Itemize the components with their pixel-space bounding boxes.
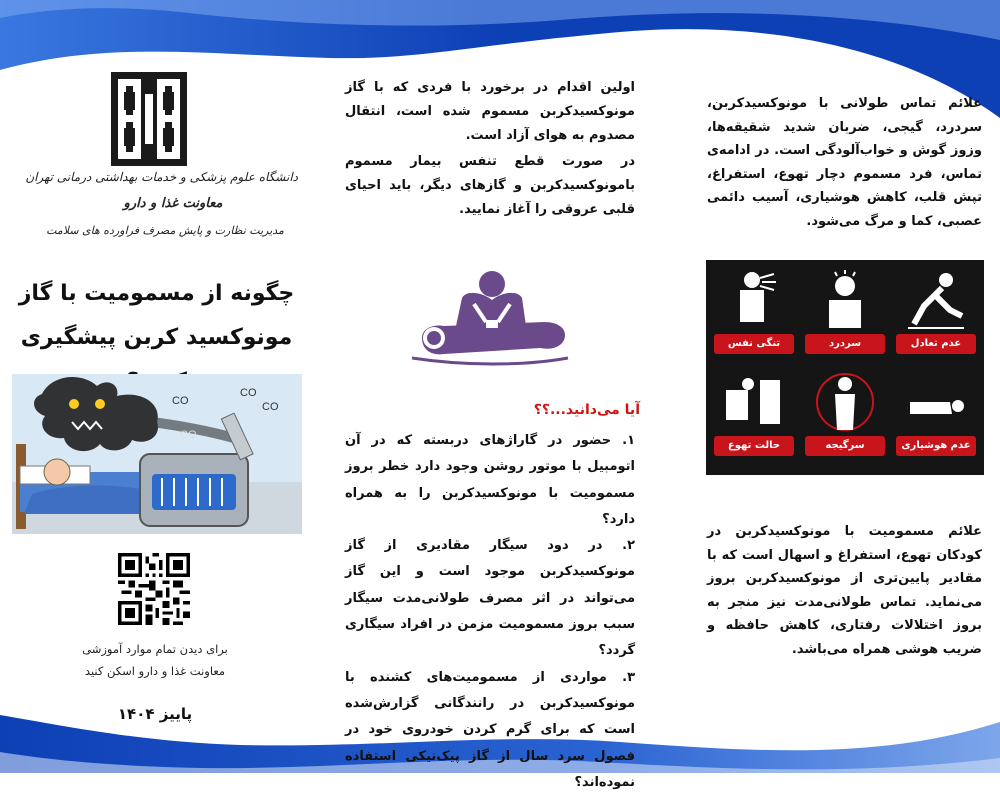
symptom-tile [805, 372, 885, 462]
first-aid-paragraph-1: اولین اقدام در برخورد با فردی که با گاز مونوکسیدکربن مسموم شده است، انتقال مصدوم به هوای آزاد است. [345, 80, 635, 143]
unconscious-icon [906, 372, 966, 434]
headache-icon [815, 270, 875, 332]
fact-2: ۲. در دود سیگار مقادیری از گاز مونوکسیدکربن موجود است و این گاز می‌تواند در اثر مصرف طولانی‌مدت سیگار سبب بروز مسمومیت مزمن در افراد سیگاری گردد؟ [345, 538, 635, 659]
symptom-tile [714, 270, 794, 360]
did-you-know-title: آیا می‌دانید...؟؟ [533, 402, 640, 418]
university-name: دانشگاه علوم پزشکی و خدمات بهداشتی درمانی تهران [25, 170, 298, 184]
deputy-name: معاونت غذا و دارو [123, 196, 223, 211]
co-poisoning-cartoon [12, 374, 302, 534]
dizziness-icon [815, 372, 875, 434]
fact-3: ۳. مواردی از مسمومیت‌های کشنده با مونوکسیدکربن در رانندگانی گزارش‌شده است که برای گرم کردن خودروی خود در فصول سرد سال از گاز پیک‌نیکی استفاده نموده‌اند؟ [345, 669, 635, 790]
symptom-label: حالت تهوع [714, 436, 794, 456]
nausea-icon [724, 372, 784, 434]
fact-1: ۱. حضور در گاراژهای دربسته که در آن اتومبیل با موتور روشن وجود دارد خطر بروز مسمومیت با مونوکسیدکربن را به همراه دارد؟ [345, 433, 635, 527]
symptom-tile [805, 270, 885, 360]
co-label: CO [262, 401, 279, 413]
first-aid-paragraph-2: در صورت قطع تنفس بیمار مسموم بامونوکسیدکربن و گازهای دیگر، باید احیای قلبی عروقی را آغاز نمایید. [345, 154, 635, 217]
symptom-label: سرگیجه [805, 436, 885, 456]
university-logo [111, 72, 187, 166]
did-you-know-facts [345, 428, 635, 796]
title-line-2: مونوکسید کربن پیشگیری [20, 325, 293, 350]
symptom-tile [896, 270, 976, 360]
qr-code[interactable] [118, 553, 190, 625]
symptom-label: عدم تعادل [896, 334, 976, 354]
children-symptoms-paragraph: علائم مسمومیت با مونوکسیدکربن در کودکان تهوع، استفراغ و اسهال است که با مقادیر پایین‌تری از مونوکسیدکربن بروز می‌نماید. تماس طولانی‌مدت نیز منجر به بروز اختلالات رفتاری، کاهش حافظه و ضریب هوشی همراه می‌باشد. [707, 524, 982, 657]
cpr-icon [404, 268, 574, 370]
symptoms-infographic [706, 260, 984, 475]
symptom-tile [714, 372, 794, 462]
imbalance-icon [906, 270, 966, 332]
symptom-label: تنگی نفس [714, 334, 794, 354]
symptom-label: سردرد [805, 334, 885, 354]
breathing-icon [724, 270, 784, 332]
publish-season: پاییز ۱۴۰۴ [117, 705, 193, 723]
title-line-1: چگونه از مسمومیت با گاز [18, 281, 295, 306]
symptoms-paragraph: علائم تماس طولانی با مونوکسیدکربن، سردرد، گیجی، ضربان شدید شقیقه‌ها، وزوز گوش و خواب‌آلودگی است. در ادامه‌ی تماس، فرد مسموم دچار تهوع، استفراغ، تپش قلب، کاهش هوشیاری، آسیب دائمی عصبی، کما و مرگ می‌شود. [707, 96, 982, 229]
co-label: CO [240, 387, 257, 399]
co-label: CO [180, 429, 197, 441]
symptom-label: عدم هوشیاری [896, 436, 976, 456]
symptom-tile [896, 372, 976, 462]
qr-caption-1: برای دیدن تمام موارد آموزشی [82, 642, 228, 656]
department-name: مدیریت نظارت و پایش مصرف فراورده های سلامت [46, 224, 284, 237]
first-aid-section [345, 76, 635, 222]
qr-caption-2: معاونت غذا و دارو اسکن کنید [84, 664, 226, 678]
co-label: CO [172, 395, 189, 407]
